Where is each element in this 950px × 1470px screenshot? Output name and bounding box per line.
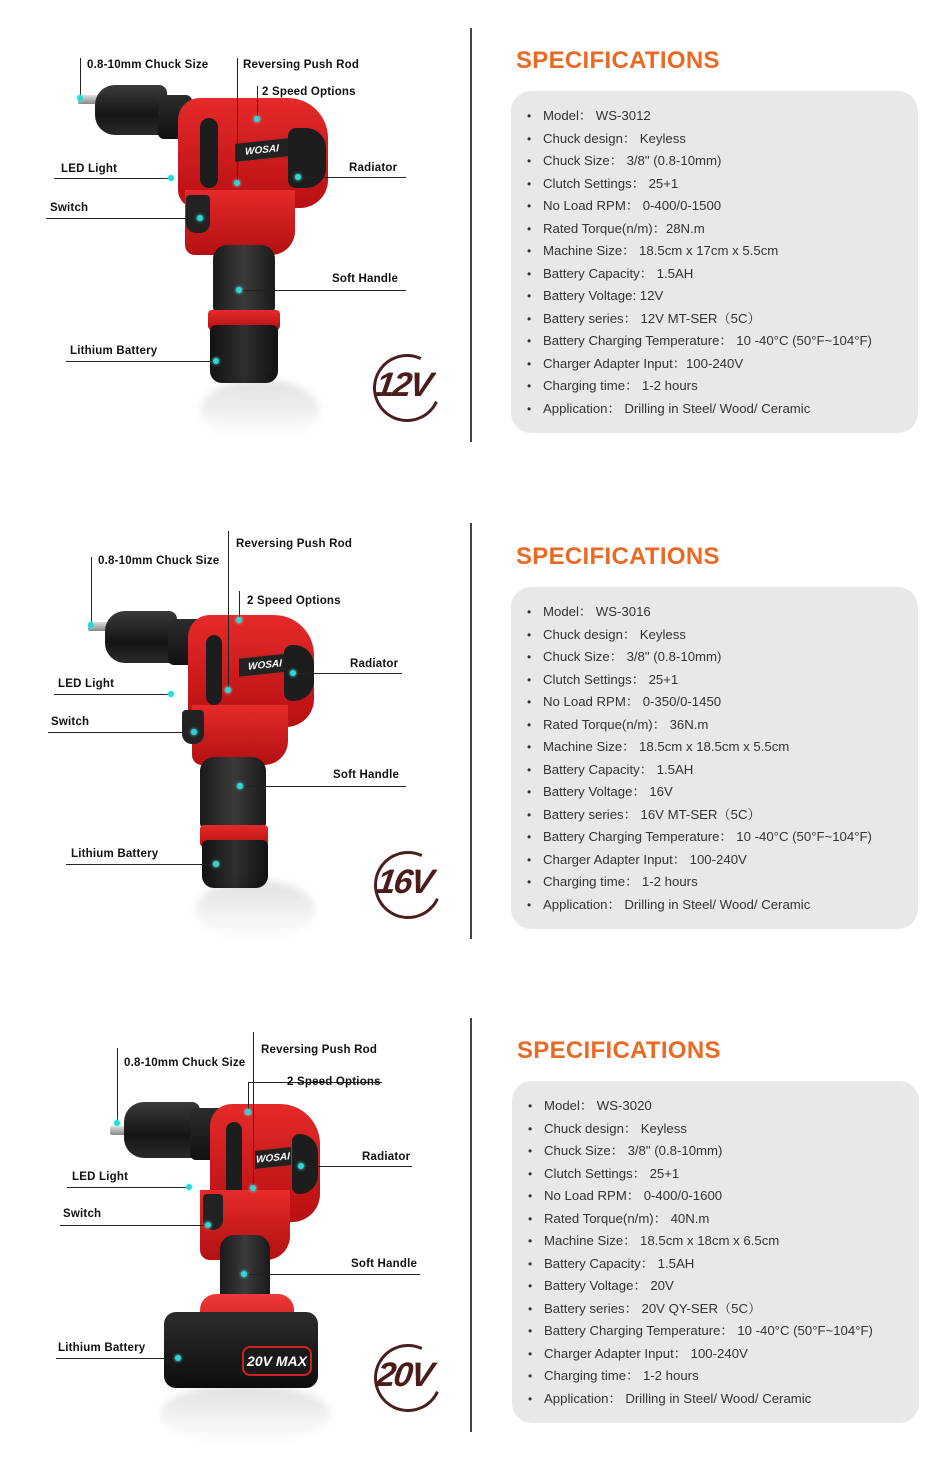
spec-item-charger-input: • Charger Adapter Input：100-240V <box>527 353 918 376</box>
spec-panel <box>511 91 918 433</box>
spec-item-clutch-settings: • Clutch Settings： 25+1 <box>528 1163 919 1186</box>
callout-lithium-battery: Lithium Battery <box>58 1342 146 1354</box>
battery-label: 20V MAX <box>242 1346 312 1376</box>
spec-item-battery-voltage: • Battery Voltage： 20V <box>528 1275 919 1298</box>
spec-item-charging-time: • Charging time： 1-2 hours <box>527 871 918 894</box>
spec-item-clutch-settings: • Clutch Settings： 25+1 <box>527 669 918 692</box>
drill-illustration-20v <box>0 990 460 1430</box>
spec-item-model: • Model： WS-3012 <box>527 105 918 128</box>
spec-item-machine-size: • Machine Size： 18.5cm x 17cm x 5.5cm <box>527 240 918 263</box>
specifications-title: SPECIFICATIONS <box>516 543 720 570</box>
spec-item-battery-series: • Battery series： 12V MT-SER（5C） <box>527 308 918 331</box>
spec-item-model: • Model： WS-3016 <box>527 601 918 624</box>
callout-chuck-size: 0.8-10mm Chuck Size <box>87 59 209 71</box>
product-section-16v <box>0 495 950 935</box>
section-divider <box>470 1018 472 1432</box>
callout-led-light: LED Light <box>72 1171 129 1183</box>
callout-radiator: Radiator <box>362 1151 411 1163</box>
spec-item-chuck-size: • Chuck Size： 3/8" (0.8-10mm) <box>527 150 918 173</box>
voltage-badge-20v: 20V <box>374 1356 435 1394</box>
spec-item-rated-torque: • Rated Torque(n/m)： 36N.m <box>527 714 918 737</box>
spec-item-charging-time: • Charging time： 1-2 hours <box>527 375 918 398</box>
callout-switch: Switch <box>50 202 89 214</box>
brand-logo: WOSAI <box>238 652 292 678</box>
spec-item-battery-series: • Battery series： 16V MT-SER（5C） <box>527 804 918 827</box>
drill-illustration-16v <box>0 495 460 935</box>
spec-item-chuck-design: • Chuck design： Keyless <box>527 128 918 151</box>
spec-item-charging-temperature: • Battery Charging Temperature： 10 -40°C (50°F~104°F) <box>528 1320 919 1343</box>
spec-item-chuck-size: • Chuck Size： 3/8" (0.8-10mm) <box>528 1140 919 1163</box>
spec-item-charger-input: • Charger Adapter Input： 100-240V <box>527 849 918 872</box>
spec-panel <box>511 587 918 929</box>
callout-switch: Switch <box>51 716 90 728</box>
spec-list <box>512 1095 919 1410</box>
callout-led-light: LED Light <box>61 163 118 175</box>
spec-item-charger-input: • Charger Adapter Input： 100-240V <box>528 1343 919 1366</box>
spec-item-no-load-rpm: • No Load RPM： 0-400/0-1500 <box>527 195 918 218</box>
spec-item-no-load-rpm: • No Load RPM： 0-400/0-1600 <box>528 1185 919 1208</box>
brand-logo: WOSAI <box>234 137 290 163</box>
callout-2-speed-options: 2 Speed Options <box>262 86 356 98</box>
callout-led-light: LED Light <box>58 678 115 690</box>
spec-item-rated-torque: • Rated Torque(n/m)： 40N.m <box>528 1208 919 1231</box>
voltage-badge-16v: 16V <box>374 863 435 901</box>
callout-reversing-push-rod: Reversing Push Rod <box>243 59 360 71</box>
spec-item-battery-series: • Battery series： 20V QY-SER（5C） <box>528 1298 919 1321</box>
spec-item-application: • Application： Drilling in Steel/ Wood/ Ceramic <box>528 1388 919 1411</box>
specifications-title: SPECIFICATIONS <box>516 47 720 74</box>
spec-list <box>511 105 918 420</box>
callout-reversing-push-rod: Reversing Push Rod <box>261 1044 378 1056</box>
callout-reversing-push-rod: Reversing Push Rod <box>236 538 353 550</box>
specifications-title: SPECIFICATIONS <box>517 1037 721 1064</box>
spec-item-application: • Application： Drilling in Steel/ Wood/ Ceramic <box>527 398 918 421</box>
spec-item-application: • Application： Drilling in Steel/ Wood/ Ceramic <box>527 894 918 917</box>
callout-soft-handle: Soft Handle <box>333 769 400 781</box>
spec-item-clutch-settings: • Clutch Settings： 25+1 <box>527 173 918 196</box>
callout-2-speed-options: 2 Speed Options <box>247 595 341 607</box>
callout-chuck-size: 0.8-10mm Chuck Size <box>124 1057 246 1069</box>
callout-2-speed-options: 2 Speed Options <box>287 1076 381 1088</box>
spec-item-charging-time: • Charging time： 1-2 hours <box>528 1365 919 1388</box>
spec-item-chuck-size: • Chuck Size： 3/8" (0.8-10mm) <box>527 646 918 669</box>
spec-item-battery-voltage: • Battery Voltage: 12V <box>527 285 918 308</box>
callout-soft-handle: Soft Handle <box>332 273 399 285</box>
callout-radiator: Radiator <box>349 162 398 174</box>
callout-radiator: Radiator <box>350 658 399 670</box>
spec-item-machine-size: • Machine Size： 18.5cm x 18cm x 6.5cm <box>528 1230 919 1253</box>
section-divider <box>470 523 472 939</box>
callout-switch: Switch <box>63 1208 102 1220</box>
drill-illustration-12v <box>0 0 460 440</box>
callout-chuck-size: 0.8-10mm Chuck Size <box>98 555 220 567</box>
spec-item-rated-torque: • Rated Torque(n/m)：28N.m <box>527 218 918 241</box>
spec-item-no-load-rpm: • No Load RPM： 0-350/0-1450 <box>527 691 918 714</box>
spec-item-machine-size: • Machine Size： 18.5cm x 18.5cm x 5.5cm <box>527 736 918 759</box>
spec-item-charging-temperature: • Battery Charging Temperature： 10 -40°C (50°F~104°F) <box>527 826 918 849</box>
spec-item-battery-capacity: • Battery Capacity： 1.5AH <box>527 759 918 782</box>
spec-item-battery-capacity: • Battery Capacity： 1.5AH <box>527 263 918 286</box>
callout-soft-handle: Soft Handle <box>351 1258 418 1270</box>
spec-item-battery-voltage: • Battery Voltage： 16V <box>527 781 918 804</box>
spec-item-model: • Model： WS-3020 <box>528 1095 919 1118</box>
product-section-12v <box>0 0 950 440</box>
product-section-20v <box>0 990 950 1470</box>
section-divider <box>470 28 472 442</box>
spec-item-chuck-design: • Chuck design： Keyless <box>527 624 918 647</box>
callout-lithium-battery: Lithium Battery <box>71 848 159 860</box>
callout-lithium-battery: Lithium Battery <box>70 345 158 357</box>
spec-panel <box>512 1081 919 1423</box>
spec-list <box>511 601 918 916</box>
brand-logo: WOSAI <box>254 1146 292 1170</box>
spec-item-battery-capacity: • Battery Capacity： 1.5AH <box>528 1253 919 1276</box>
voltage-badge-12v: 12V <box>373 366 434 404</box>
spec-item-chuck-design: • Chuck design： Keyless <box>528 1118 919 1141</box>
spec-item-charging-temperature: • Battery Charging Temperature： 10 -40°C (50°F~104°F) <box>527 330 918 353</box>
